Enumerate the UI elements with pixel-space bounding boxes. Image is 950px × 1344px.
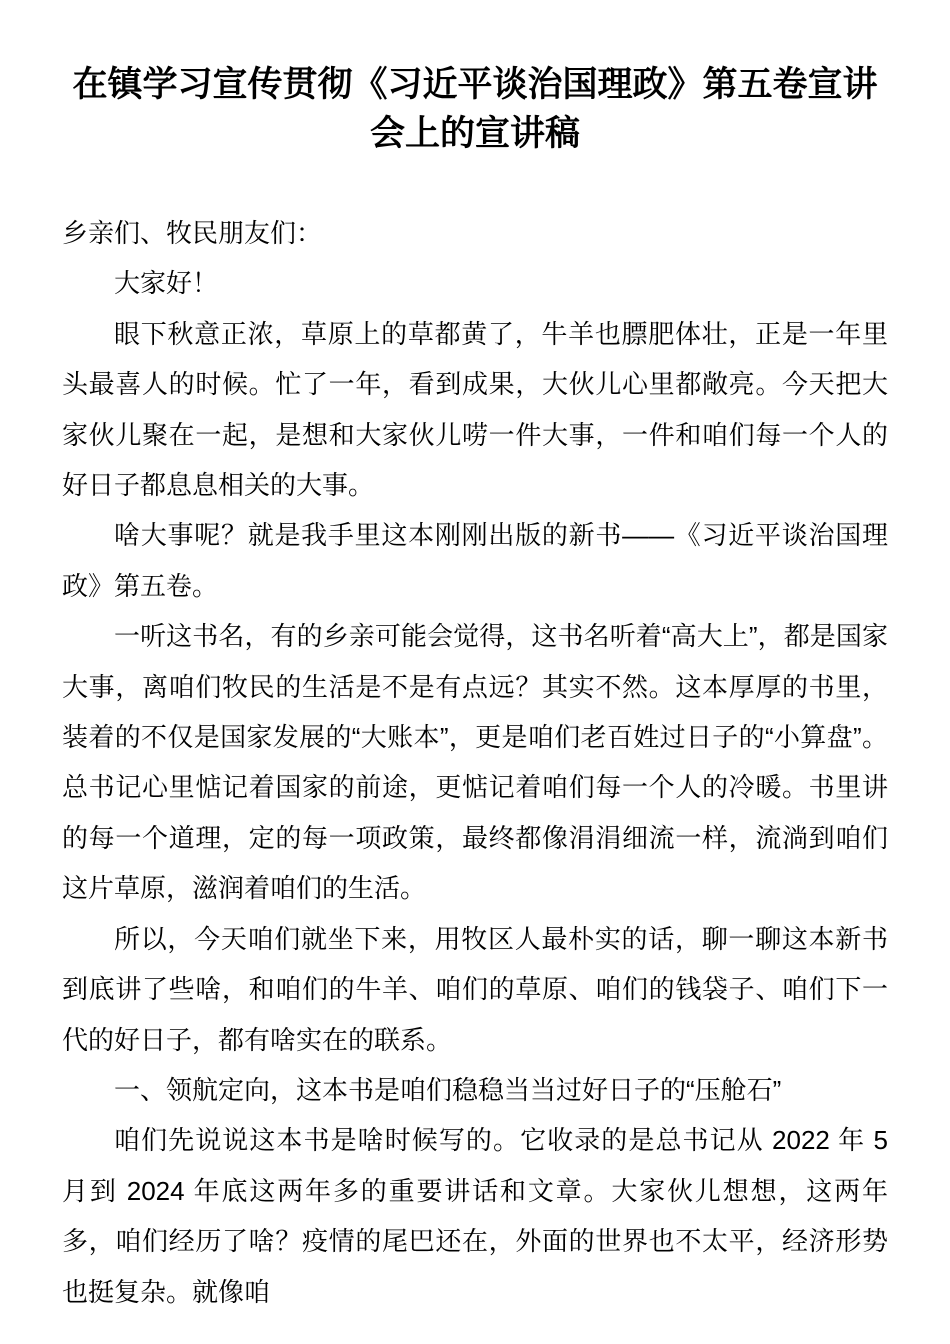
section-heading: 一、领航定向，这本书是咱们稳稳当当过好日子的“压舱石” <box>114 1074 782 1105</box>
document-paragraph: 乡亲们、牧民朋友们： <box>62 218 323 248</box>
document-paragraph: 一听这书名，有的乡亲可能会觉得，这书名听着“高大上”，都是国家大事，离咱们牧民的生活是不是有点远？其实不然。这本厚厚的书里，装着的不仅是国家发展的“大账本”，更是咱们老百姓过日子的“小算盘”。总书记心里惦记着国家的前途，更惦记着咱们每一个人的冷暖。书里讲的每一个道理，定的每一项政策，最终都像涓涓细流一样，流淌到咱们这片草原，滋润着咱们的生活。 <box>62 621 888 904</box>
document-paragraph: 咱们先说说这本书是啥时候写的。它收录的是总书记从 2022 年 5 月到 2024 年底这两年多的重要讲话和文章。大家伙儿想想，这两年多，咱们经历了啥？疫情的尾巴还在，外面的世界也不太平，经济形势也挺复杂。就像咱 <box>62 1125 888 1307</box>
document-title: 在镇学习宣传贯彻《习近平谈治国理政》第五卷宣讲会上的宣讲稿 <box>72 65 878 153</box>
document-paragraph: 眼下秋意正浓，草原上的草都黄了，牛羊也膘肥体壮，正是一年里头最喜人的时候。忙了一年，看到成果，大伙儿心里都敞亮。今天把大家伙儿聚在一起，是想和大家伙儿唠一件大事，一件和咱们每一个人的好日子都息息相关的大事。 <box>62 318 888 501</box>
document-paragraph: 啥大事呢？就是我手里这本刚刚出版的新书——《习近平谈治国理政》第五卷。 <box>62 520 888 601</box>
document-paragraph: 所以，今天咱们就坐下来，用牧区人最朴实的话，聊一聊这本新书到底讲了些啥，和咱们的牛羊、咱们的草原、咱们的钱袋子、咱们下一代的好日子，都有啥实在的联系。 <box>62 923 888 1055</box>
document-body <box>62 208 888 1317</box>
document-paragraph: 大家好！ <box>114 268 219 299</box>
